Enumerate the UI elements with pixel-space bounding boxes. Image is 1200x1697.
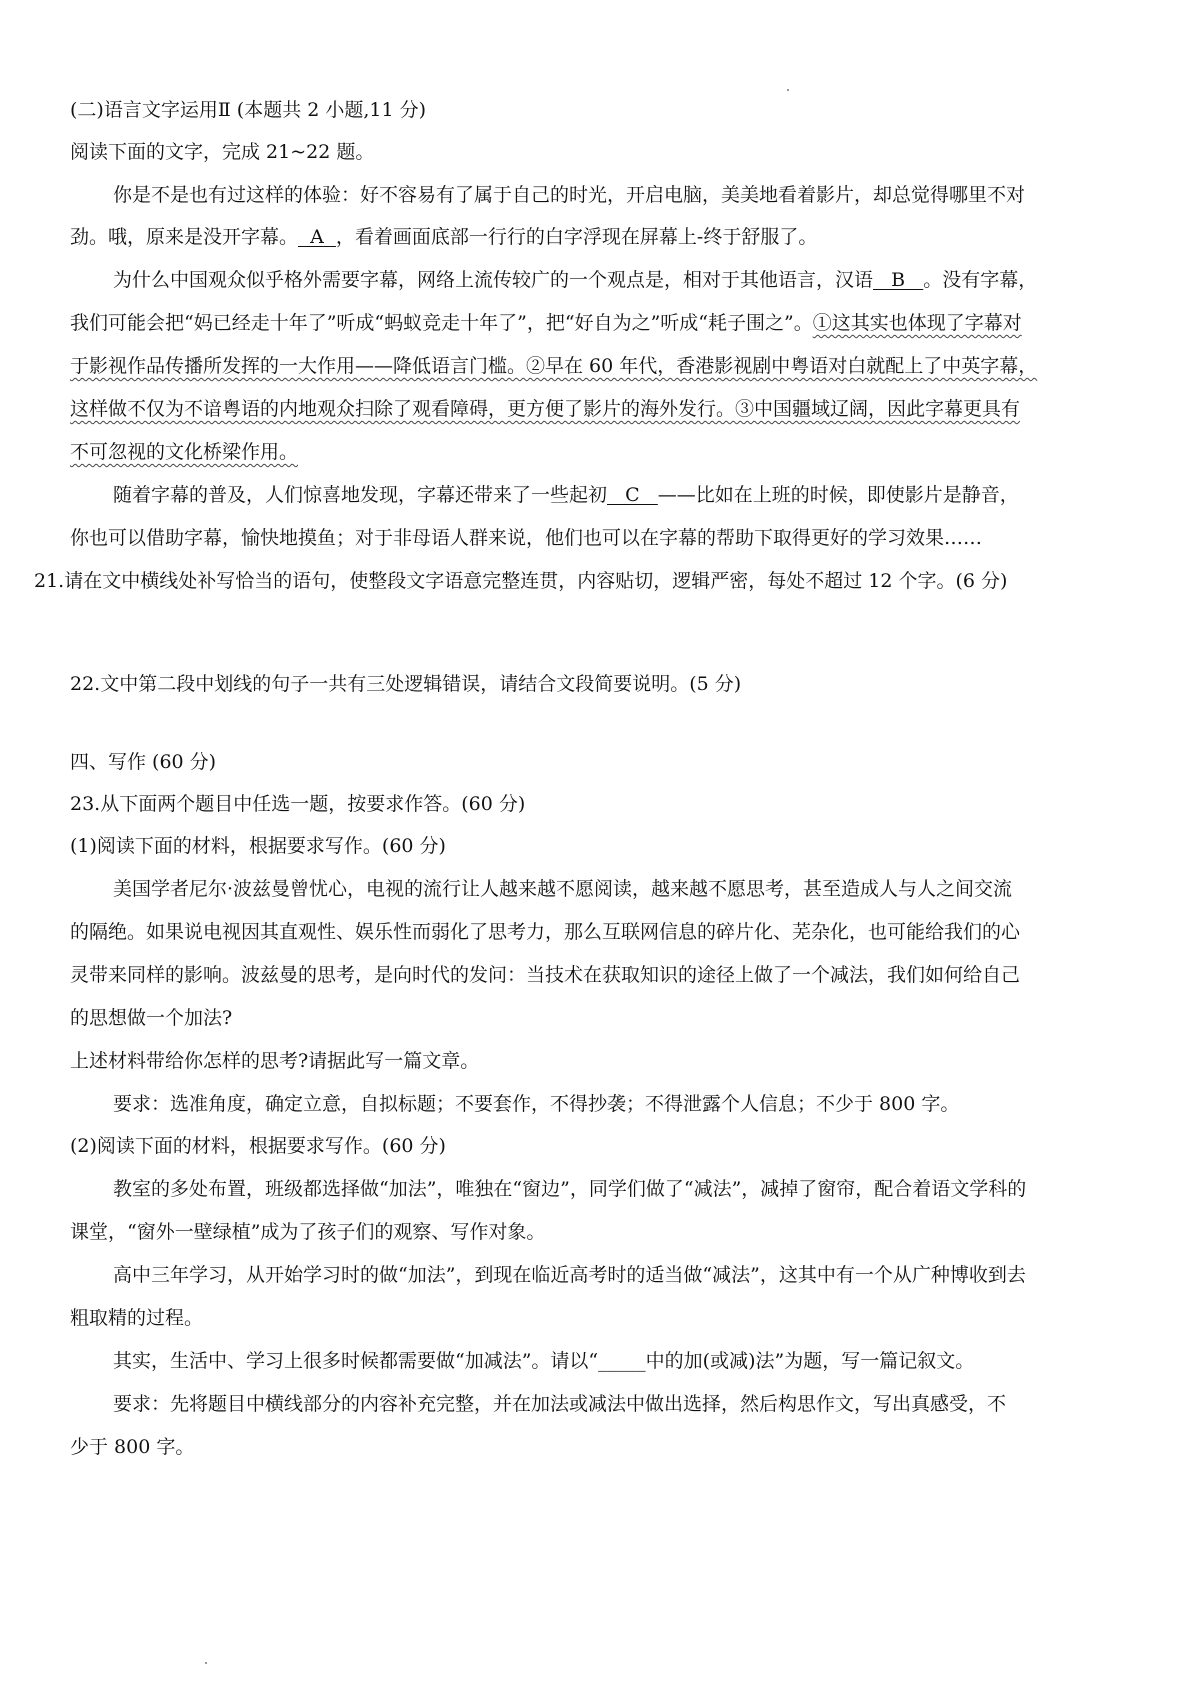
passage-p3-line1 [113, 483, 1019, 507]
p2-text-after-b: 。没有字幕， [923, 269, 1038, 291]
p3-text-after-c: ——比如在上班的时候，即使影片是静音， [657, 484, 1019, 506]
p3-text-before-c: 随着字幕的普及，人们惊喜地发现，字幕还带来了一些起初 [113, 484, 608, 506]
writing-heading: 四、写作 (60 分) [70, 751, 217, 773]
stray-dot-top [787, 89, 789, 91]
option2-title: (2)阅读下面的材料，根据要求写作。(60 分) [70, 1135, 446, 1157]
section2-heading: (二)语言文字运用Ⅱ (本题共 2 小题,11 分) [70, 99, 427, 121]
option1-line5: 上述材料带给你怎样的思考?请据此写一篇文章。 [70, 1050, 480, 1072]
question-23: 23.从下面两个题目中任选一题，按要求作答。(60 分) [70, 793, 526, 815]
option2-p1-line2: 课堂，“窗外一壁绿植”成为了孩子们的观察、写作对象。 [70, 1221, 546, 1243]
option2-p2-line1: 高中三年学习，从开始学习时的做“加法”，到现在临近高考时的适当做“减法”，这其中有一个从广种博收到去 [113, 1264, 1026, 1286]
option1-requirements: 要求：选准角度，确定立意，自拟标题；不要套作，不得抄袭；不得泄露个人信息；不少于 800 字。 [113, 1093, 960, 1115]
blank-c: C [607, 484, 658, 506]
passage-p1-line1: 你是不是也有过这样的体验：好不容易有了属于自己的时光，开启电脑，美美地看着影片，却总觉得哪里不对 [113, 184, 1026, 206]
option2-p1-line1: 教室的多处布置，班级都选择做“加法”，唯独在“窗边”，同学们做了“减法”，减掉了窗帘，配合着语文学科的 [113, 1178, 1027, 1200]
p1-text-before-a: 劲。哦，原来是没开字幕。 [70, 226, 299, 248]
question-22: 22.文中第二段中划线的句子一共有三处逻辑错误，请结合文段简要说明。(5 分) [70, 673, 742, 695]
option1-line1: 美国学者尼尔·波兹曼曾忧心，电视的流行让人越来越不愿阅读，越来越不愿思考，甚至造成人与人之间交流 [113, 878, 1013, 900]
option1-line2: 的隔绝。如果说电视因其直观性、娱乐性而弱化了思考力，那么互联网信息的碎片化、芜杂化，也可能给我们的心 [70, 921, 1021, 943]
p3-text-after-title-blank: 中的加(或减)法”为题，写一篇记叙文。 [645, 1350, 975, 1372]
option2-requirements-line1: 要求：先将题目中横线部分的内容补充完整，并在加法或减法中做出选择，然后构思作文，写出真感受，不 [113, 1393, 1007, 1415]
p2-line2-plain: 我们可能会把“妈已经走十年了”听成“蚂蚁竞走十年了”，把“好自为之”听成“耗子围之”。 [70, 312, 813, 334]
title-blank: _____ [598, 1350, 646, 1372]
question-21: 21.请在文中横线处补写恰当的语句，使整段文字语意完整连贯，内容贴切，逻辑严密，每处不超过 12 个字。(6 分) [34, 570, 1008, 592]
passage-p1-line2 [70, 225, 817, 249]
option1-line3: 灵带来同样的影响。波兹曼的思考，是向时代的发问：当技术在获取知识的途径上做了一个减法，我们如何给自己 [70, 964, 1021, 986]
option1-title: (1)阅读下面的材料，根据要求写作。(60 分) [70, 835, 446, 857]
option2-p2-line2: 粗取精的过程。 [70, 1307, 204, 1329]
option1-line4: 的思想做一个加法? [70, 1007, 233, 1029]
p2-line2-underlined: ①这其实也体现了字幕对 [812, 312, 1022, 334]
stray-dot-bottom [205, 1662, 207, 1664]
option2-p3-line [113, 1349, 974, 1373]
passage-p2-line4: 这样做不仅为不谙粤语的内地观众扫除了观看障碍，更方便了影片的海外发行。③中国疆域辽阔，因此字幕更具有 [70, 398, 1021, 420]
option2-requirements-line2: 少于 800 字。 [70, 1436, 195, 1458]
passage-p2-line3: 于影视作品传播所发挥的一大作用——降低语言门槛。②早在 60 年代，香港影视剧中粤语对白就配上了中英字幕， [70, 355, 1038, 377]
passage-p2-line1 [113, 268, 1037, 292]
p2-text-before-b: 为什么中国观众似乎格外需要字幕，网络上流传较广的一个观点是，相对于其他语言，汉语 [113, 269, 874, 291]
reading-instruction: 阅读下面的文字，完成 21~22 题。 [70, 141, 375, 163]
p3-text-before-title-blank: 其实，生活中、学习上很多时候都需要做“加减法”。请以“ [113, 1350, 599, 1372]
blank-a: A [298, 226, 336, 248]
passage-p3-line2: 你也可以借助字幕，愉快地摸鱼；对于非母语人群来说，他们也可以在字幕的帮助下取得更好的学习效果…… [70, 527, 983, 549]
p1-text-after-a: ，看着画面底部一行行的白字浮现在屏幕上-终于舒服了。 [335, 226, 818, 248]
passage-p2-line5: 不可忽视的文化桥梁作用。 [70, 441, 299, 463]
blank-b: B [873, 269, 924, 291]
passage-p2-line2 [70, 311, 1022, 335]
